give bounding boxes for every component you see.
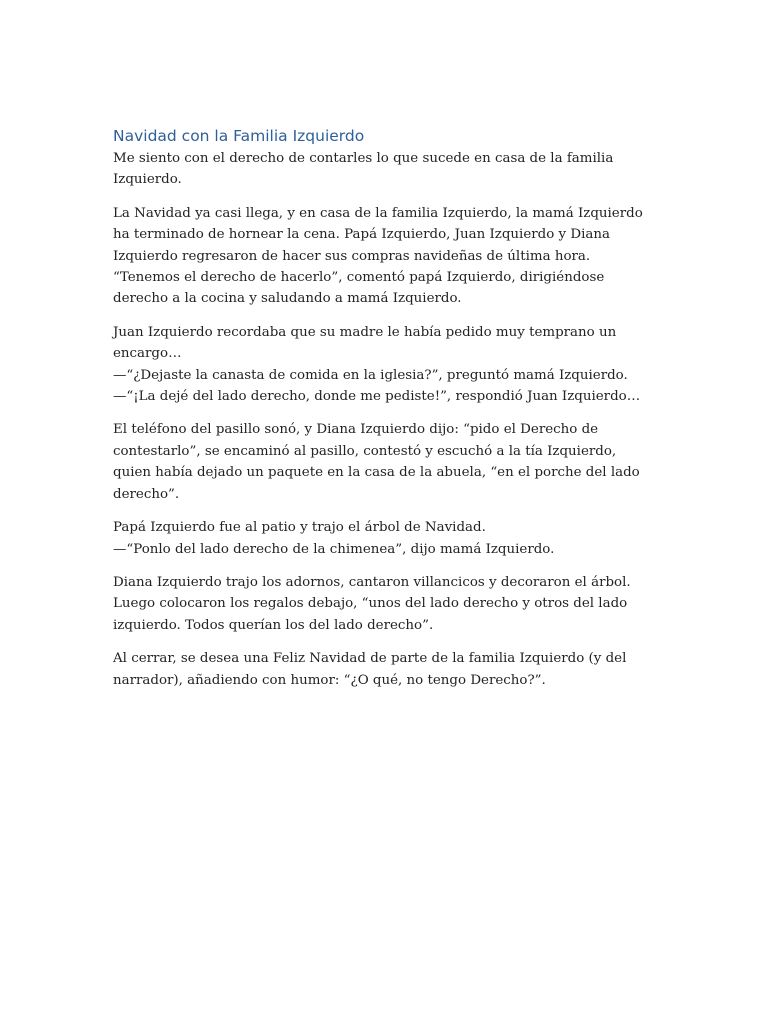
paragraph-3 bbox=[113, 322, 658, 408]
paragraph-6 bbox=[113, 572, 658, 636]
paragraph-1 bbox=[113, 148, 658, 191]
paragraph-line: El teléfono del pasillo sonó, y Diana Izquierdo dijo: “pido el Derecho de contestarlo”, se encaminó al pasillo, contestó y escuchó a la tía Izquierdo, quien había dejado un paquete en la casa de la abuela, “en el porche del lado derecho”. bbox=[113, 422, 640, 502]
paragraph-2 bbox=[113, 203, 658, 310]
paragraph-line: Me siento con el derecho de contarles lo que sucede en casa de la familia Izquierdo. bbox=[113, 151, 614, 188]
dialogue-line: —“¡La dejé del lado derecho, donde me pediste!”, respondió Juan Izquierdo… bbox=[113, 389, 641, 405]
document-page bbox=[113, 126, 658, 703]
paragraph-line: Diana Izquierdo trajo los adornos, cantaron villancicos y decoraron el árbol. Luego colocaron los regalos debajo, “unos del lado derecho y otros del lado izquierdo. Todos querían los del lado derecho”. bbox=[113, 574, 631, 633]
paragraph-line: Papá Izquierdo fue al patio y trajo el árbol de Navidad. bbox=[113, 520, 486, 536]
paragraph-line: Al cerrar, se desea una Feliz Navidad de parte de la familia Izquierdo (y del narrador), añadiendo con humor: “¿O qué, no tengo Derecho?”. bbox=[113, 651, 627, 688]
paragraph-line: La Navidad ya casi llega, y en casa de la familia Izquierdo, la mamá Izquierdo ha terminado de hornear la cena. Papá Izquierdo, Juan Izquierdo y Diana Izquierdo regresaron de hacer sus compras navideñas de última hora. “Tenemos el derecho de hacerlo”, comentó papá Izquierdo, dirigiéndose derecho a la cocina y saludando a mamá Izquierdo. bbox=[113, 205, 643, 307]
dialogue-line: —“¿Dejaste la canasta de comida en la iglesia?”, preguntó mamá Izquierdo. bbox=[113, 367, 628, 383]
dialogue-line: —“Ponlo del lado derecho de la chimenea”, dijo mamá Izquierdo. bbox=[113, 541, 555, 557]
paragraph-4 bbox=[113, 419, 658, 505]
paragraph-7 bbox=[113, 648, 658, 691]
paragraph-line: Juan Izquierdo recordaba que su madre le había pedido muy temprano un encargo… bbox=[113, 324, 617, 362]
document-title: Navidad con la Familia Izquierdo bbox=[113, 127, 365, 145]
paragraph-5 bbox=[113, 517, 658, 560]
